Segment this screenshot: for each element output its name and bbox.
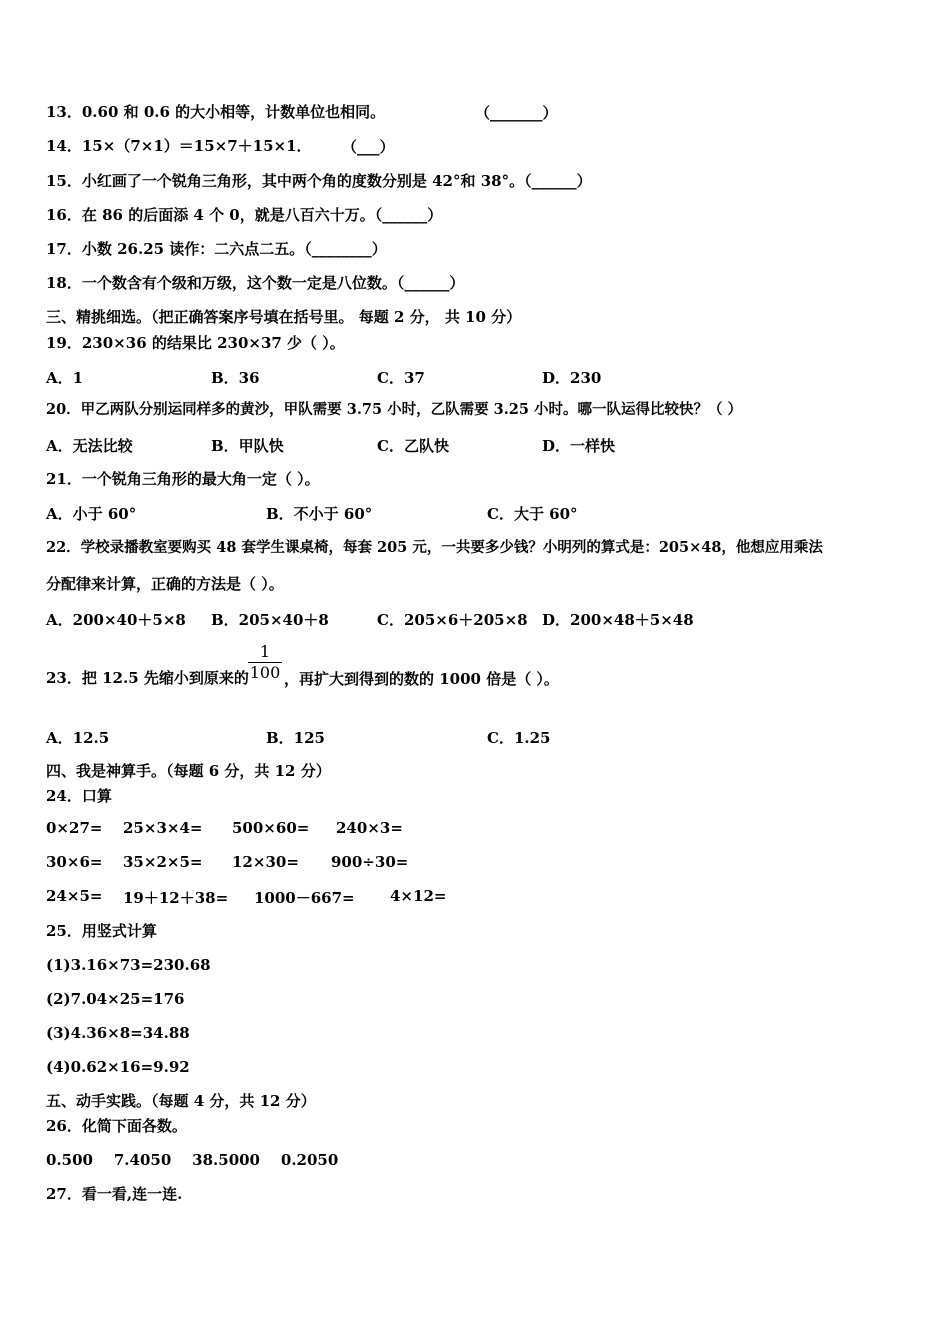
calc-cell: 25×3×4=: [123, 819, 203, 837]
calc-cell: 4×12=: [390, 887, 447, 905]
calc-cell: 12×30=: [232, 853, 299, 871]
q19-option-d[interactable]: D．230: [542, 369, 602, 387]
question-22-line-1: 22．学校录播教室要购买 48 套学生课桌椅，每套 205 元，一共要多少钱？小明列的算式是：205×48，他想应用乘法: [46, 539, 823, 556]
vertical-calc-item: (1)3.16×73=230.68: [46, 956, 211, 974]
calc-cell: 240×3=: [336, 819, 403, 837]
q20-option-b[interactable]: B．甲队快: [211, 437, 284, 455]
calc-cell: 900÷30=: [331, 853, 409, 871]
question-14: 14．15×（7×1）＝15×7＋15×1．: [46, 137, 312, 155]
answer-blank-14[interactable]: （___）: [342, 138, 395, 156]
question-21: 21．一个锐角三角形的最大角一定（ ）。: [46, 470, 320, 488]
question-17: 17．小数 26.25 读作：二六点二五。（________）: [46, 240, 387, 258]
section-4-title: 四、我是神算手。（每题 6 分，共 12 分）: [46, 762, 331, 780]
question-20: 20．甲乙两队分别运同样多的黄沙，甲队需要 3.75 小时，乙队需要 3.25 小时。哪一队运得比较快？（ ）: [46, 401, 743, 418]
q23-option-a[interactable]: A．12.5: [46, 729, 110, 747]
q20-option-d[interactable]: D．一样快: [542, 437, 616, 455]
q19-option-a[interactable]: A．1: [46, 369, 84, 387]
calc-cell: 24×5=: [46, 887, 103, 905]
question-22-line-2: 分配律来计算，正确的方法是（ ）。: [46, 575, 284, 593]
fraction-numerator: 1: [259, 642, 271, 661]
question-23-text-before: 23．把 12.5 先缩小到原来的: [46, 669, 249, 687]
question-16: 16．在 86 的后面添 4 个 0，就是八百六十万。（______）: [46, 206, 443, 224]
fraction-denominator: 100: [249, 663, 281, 682]
question-15: 15．小红画了一个锐角三角形，其中两个角的度数分别是 42°和 38°。（______）: [46, 172, 592, 190]
fraction-one-hundredth: [248, 642, 282, 683]
q21-option-a[interactable]: A．小于 60°: [46, 505, 137, 523]
question-19: 19．230×36 的结果比 230×37 少（ ）。: [46, 334, 345, 352]
section-5-title: 五、动手实践。（每题 4 分，共 12 分）: [46, 1092, 316, 1110]
question-27-title: 27．看一看,连一连.: [46, 1185, 183, 1203]
q21-option-b[interactable]: B．不小于 60°: [266, 505, 373, 523]
q23-option-b[interactable]: B．125: [266, 729, 325, 747]
vertical-calc-item: (2)7.04×25=176: [46, 990, 185, 1008]
question-26-title: 26．化简下面各数。: [46, 1117, 187, 1135]
q19-option-c[interactable]: C．37: [377, 369, 425, 387]
q20-option-c[interactable]: C．乙队快: [377, 437, 449, 455]
calc-cell: 500×60=: [232, 819, 310, 837]
question-24-title: 24．口算: [46, 787, 112, 805]
calc-cell: 35×2×5=: [123, 853, 203, 871]
vertical-calc-item: (4)0.62×16=9.92: [46, 1058, 190, 1076]
calc-cell: 30×6=: [46, 853, 103, 871]
answer-blank-13[interactable]: （_______）: [475, 104, 558, 122]
section-3-title: 三、精挑细选。（把正确答案序号填在括号里。 每题 2 分， 共 10 分）: [46, 308, 522, 326]
q20-option-a[interactable]: A．无法比较: [46, 437, 133, 455]
q22-option-b[interactable]: B．205×40＋8: [211, 611, 329, 629]
calc-cell: 19＋12＋38=: [123, 889, 229, 907]
vertical-calc-item: (3)4.36×8=34.88: [46, 1024, 190, 1042]
q19-option-b[interactable]: B．36: [211, 369, 260, 387]
question-18: 18．一个数含有个级和万级，这个数一定是八位数。（______）: [46, 274, 465, 292]
q22-option-a[interactable]: A．200×40＋5×8: [46, 611, 186, 629]
question-13: 13．0.60 和 0.6 的大小相等，计数单位也相同。: [46, 103, 386, 121]
q23-option-c[interactable]: C．1.25: [487, 729, 551, 747]
question-25-title: 25．用竖式计算: [46, 922, 157, 940]
question-26-values: 0.500 7.4050 38.5000 0.2050: [46, 1151, 339, 1169]
question-23-text-after: ，再扩大到得到的数的 1000 倍是（ ）。: [284, 670, 559, 688]
q21-option-c[interactable]: C．大于 60°: [487, 505, 578, 523]
q22-option-c[interactable]: C．205×6＋205×8: [377, 611, 528, 629]
calc-cell: 0×27=: [46, 819, 103, 837]
q22-option-d[interactable]: D．200×48＋5×48: [542, 611, 694, 629]
calc-cell: 1000－667=: [254, 889, 355, 907]
